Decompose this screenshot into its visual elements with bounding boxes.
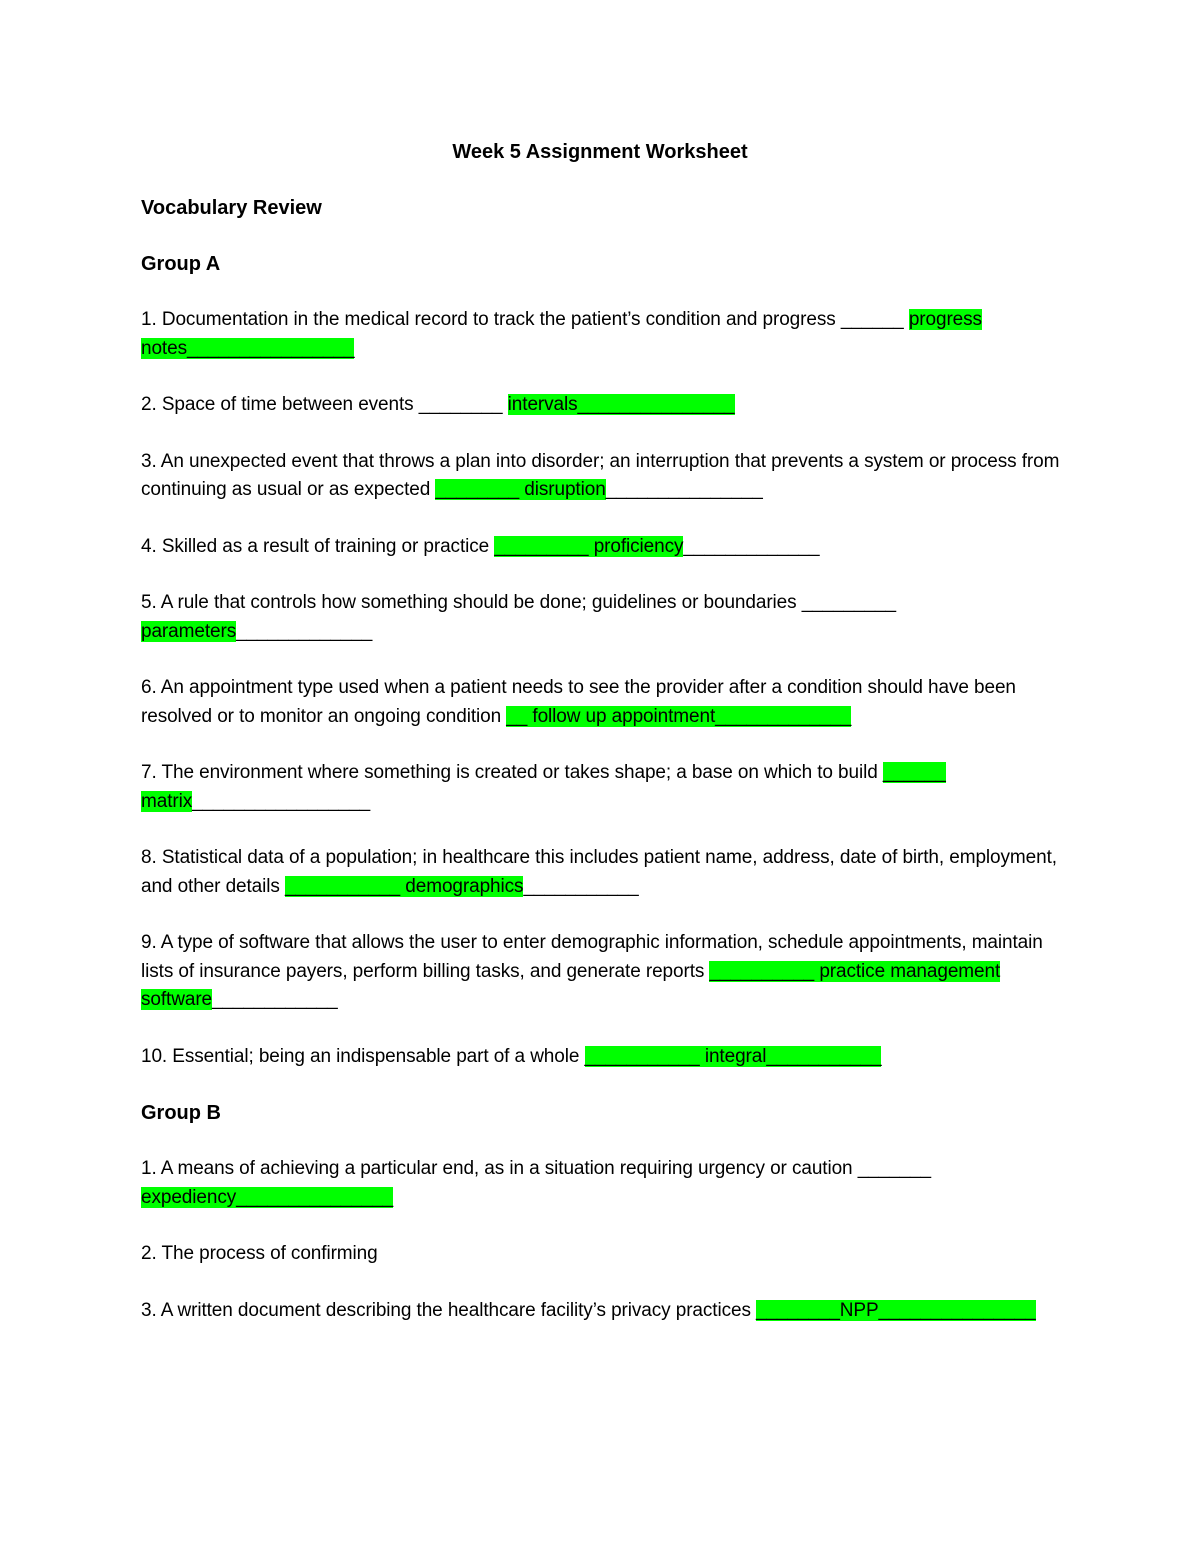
group-a-item-10 <box>141 1043 1080 1072</box>
answer-highlight: ________ disruption <box>435 479 606 500</box>
answer-highlight: ___________ integral___________ <box>584 1045 882 1067</box>
group-a-item-6 <box>141 674 1080 731</box>
question-text: 2. The process of confirming <box>141 1243 378 1264</box>
group-b-item-3 <box>141 1297 1080 1326</box>
answer-highlight: ________NPP_______________ <box>756 1299 1036 1321</box>
group-a-heading: Group A <box>141 253 221 275</box>
group-a-item-1 <box>141 306 1080 363</box>
answer-highlight: ___________ demographics <box>284 875 524 897</box>
answer-highlight: intervals_______________ <box>507 394 735 415</box>
question-text: 8. Statistical data of a population; in healthcare this includes patient name, address, date of birth, employment, and other details <box>141 847 1057 897</box>
trailing-blank: ___________ <box>523 875 639 897</box>
trailing-blank: ____________ <box>212 989 338 1010</box>
question-text: 10. Essential; being an indispensable part of a whole <box>141 1045 585 1067</box>
section-heading: Vocabulary Review <box>141 197 322 219</box>
answer-highlight: ______ matrix <box>141 762 946 812</box>
question-text: 5. A rule that controls how something should be done; guidelines or boundaries _________ <box>141 592 896 613</box>
group-a-item-2 <box>141 391 1080 420</box>
answer-highlight: __ follow up appointment_____________ <box>506 705 852 727</box>
question-text: 2. Space of time between events ________ <box>141 394 508 415</box>
question-text: 3. A written document describing the healthcare facility’s privacy practices <box>141 1299 757 1321</box>
question-text: 3. An unexpected event that throws a plan into disorder; an interruption that prevents a system or process from continuing as usual or as expected <box>141 450 1060 500</box>
question-text: 9. A type of software that allows the user to enter demographic information, schedule appointments, maintain lists of insurance payers, perform billing tasks, and generate reports <box>141 932 1043 982</box>
answer-highlight: expediency_______________ <box>141 1186 394 1208</box>
trailing-blank: _______________ <box>605 479 763 500</box>
group-a-item-5 <box>141 589 1080 646</box>
group-a-item-8 <box>141 844 1080 901</box>
question-text: 1. Documentation in the medical record to track the patient’s condition and progress ______ <box>141 309 909 330</box>
answer-highlight: parameters <box>141 620 237 642</box>
group-b-heading: Group B <box>141 1102 221 1124</box>
question-text: 7. The environment where something is created or takes shape; a base on which to build <box>141 762 883 783</box>
question-text: 6. An appointment type used when a patient needs to see the provider after a condition should have been resolved or to monitor an ongoing condition <box>141 677 1016 727</box>
group-a-item-3 <box>141 448 1080 505</box>
answer-highlight: __________ practice management software <box>141 960 1001 1010</box>
trailing-blank: _____________ <box>236 620 373 642</box>
question-text: 4. Skilled as a result of training or practice <box>141 535 495 557</box>
group-b-item-2 <box>141 1240 1080 1269</box>
answer-highlight: progress notes________________ <box>141 309 982 359</box>
group-a-item-9 <box>141 929 1080 1015</box>
question-text: 1. A means of achieving a particular end, as in a situation requiring urgency or caution _______ <box>141 1158 931 1179</box>
group-a-item-7 <box>141 759 1080 816</box>
trailing-blank: _________________ <box>192 790 371 812</box>
page-title: Week 5 Assignment Worksheet <box>452 141 748 163</box>
group-a-item-4 <box>141 533 1080 562</box>
group-b-item-1 <box>141 1155 1080 1212</box>
answer-highlight: _________ proficiency <box>494 535 684 557</box>
trailing-blank: _____________ <box>683 535 820 557</box>
